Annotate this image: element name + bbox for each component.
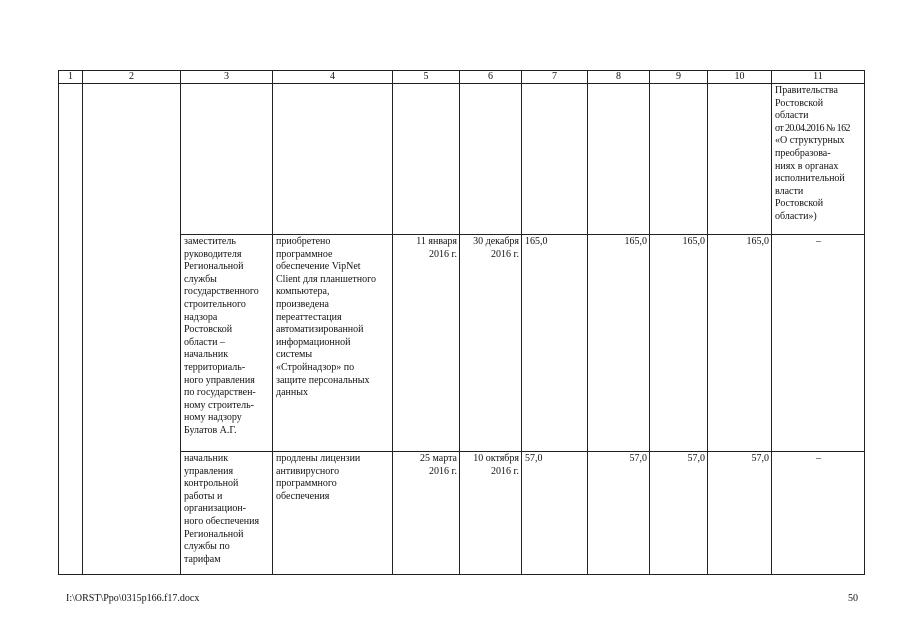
activity-description-cell: приобретено программное обеспечение VipNet Client для планшетного компьютера, произведена переаттестация автоматизированной информационной системы «Стройнадзор» по защите персональных данных — [273, 235, 393, 452]
col-header: 7 — [522, 71, 588, 84]
table-cell — [273, 84, 393, 235]
column-number-row — [59, 71, 865, 84]
official-name-cell: начальник управления контрольной работы и организацион- ного обеспечения Региональной службы по тарифам — [181, 452, 273, 575]
col-header: 3 — [181, 71, 273, 84]
table-cell — [588, 84, 650, 235]
end-date-cell: 10 октября 2016 г. — [460, 452, 522, 575]
col-header: 5 — [393, 71, 460, 84]
resolution-reference-cell: Правительства Ростовской области от 20.04.2016 № 162 «О структурных преобразова- ниях в органах исполнительной власти Ростовской области») — [772, 84, 865, 235]
table-cell — [522, 84, 588, 235]
note-cell: – — [772, 235, 865, 452]
col-header: 8 — [588, 71, 650, 84]
col-header: 9 — [650, 71, 708, 84]
table-cell — [650, 84, 708, 235]
table-cell — [181, 84, 273, 235]
table-cell — [460, 84, 522, 235]
table-row — [59, 84, 865, 235]
amount-cell: 165,0 — [650, 235, 708, 452]
end-date-cell: 30 декабря 2016 г. — [460, 235, 522, 452]
col-header: 10 — [708, 71, 772, 84]
amount-cell: 165,0 — [522, 235, 588, 452]
footer-page-number: 50 — [848, 593, 858, 604]
col-header: 4 — [273, 71, 393, 84]
amount-cell: 165,0 — [708, 235, 772, 452]
amount-cell: 57,0 — [650, 452, 708, 575]
amount-cell: 57,0 — [588, 452, 650, 575]
amount-cell: 165,0 — [588, 235, 650, 452]
start-date-cell: 11 января 2016 г. — [393, 235, 460, 452]
table-cell — [393, 84, 460, 235]
col-header: 2 — [83, 71, 181, 84]
footer-file-path: I:\ORST\Ppo\0315p166.f17.docx — [66, 593, 200, 604]
col-header: 6 — [460, 71, 522, 84]
table-cell — [83, 84, 181, 575]
document-table — [58, 70, 865, 575]
note-cell: – — [772, 452, 865, 575]
activity-description-cell: продлены лицензии антивирусного программного обеспечения — [273, 452, 393, 575]
col-header: 11 — [772, 71, 865, 84]
amount-cell: 57,0 — [708, 452, 772, 575]
official-name-cell: заместитель руководителя Региональной службы государственного строительного надзора Ростовской области – начальник территориаль- ного управления по государствен- ному строитель- ному надзору Булатов А.Г. — [181, 235, 273, 452]
table-cell — [708, 84, 772, 235]
col-header: 1 — [59, 71, 83, 84]
amount-cell: 57,0 — [522, 452, 588, 575]
start-date-cell: 25 марта 2016 г. — [393, 452, 460, 575]
table-cell — [59, 84, 83, 575]
